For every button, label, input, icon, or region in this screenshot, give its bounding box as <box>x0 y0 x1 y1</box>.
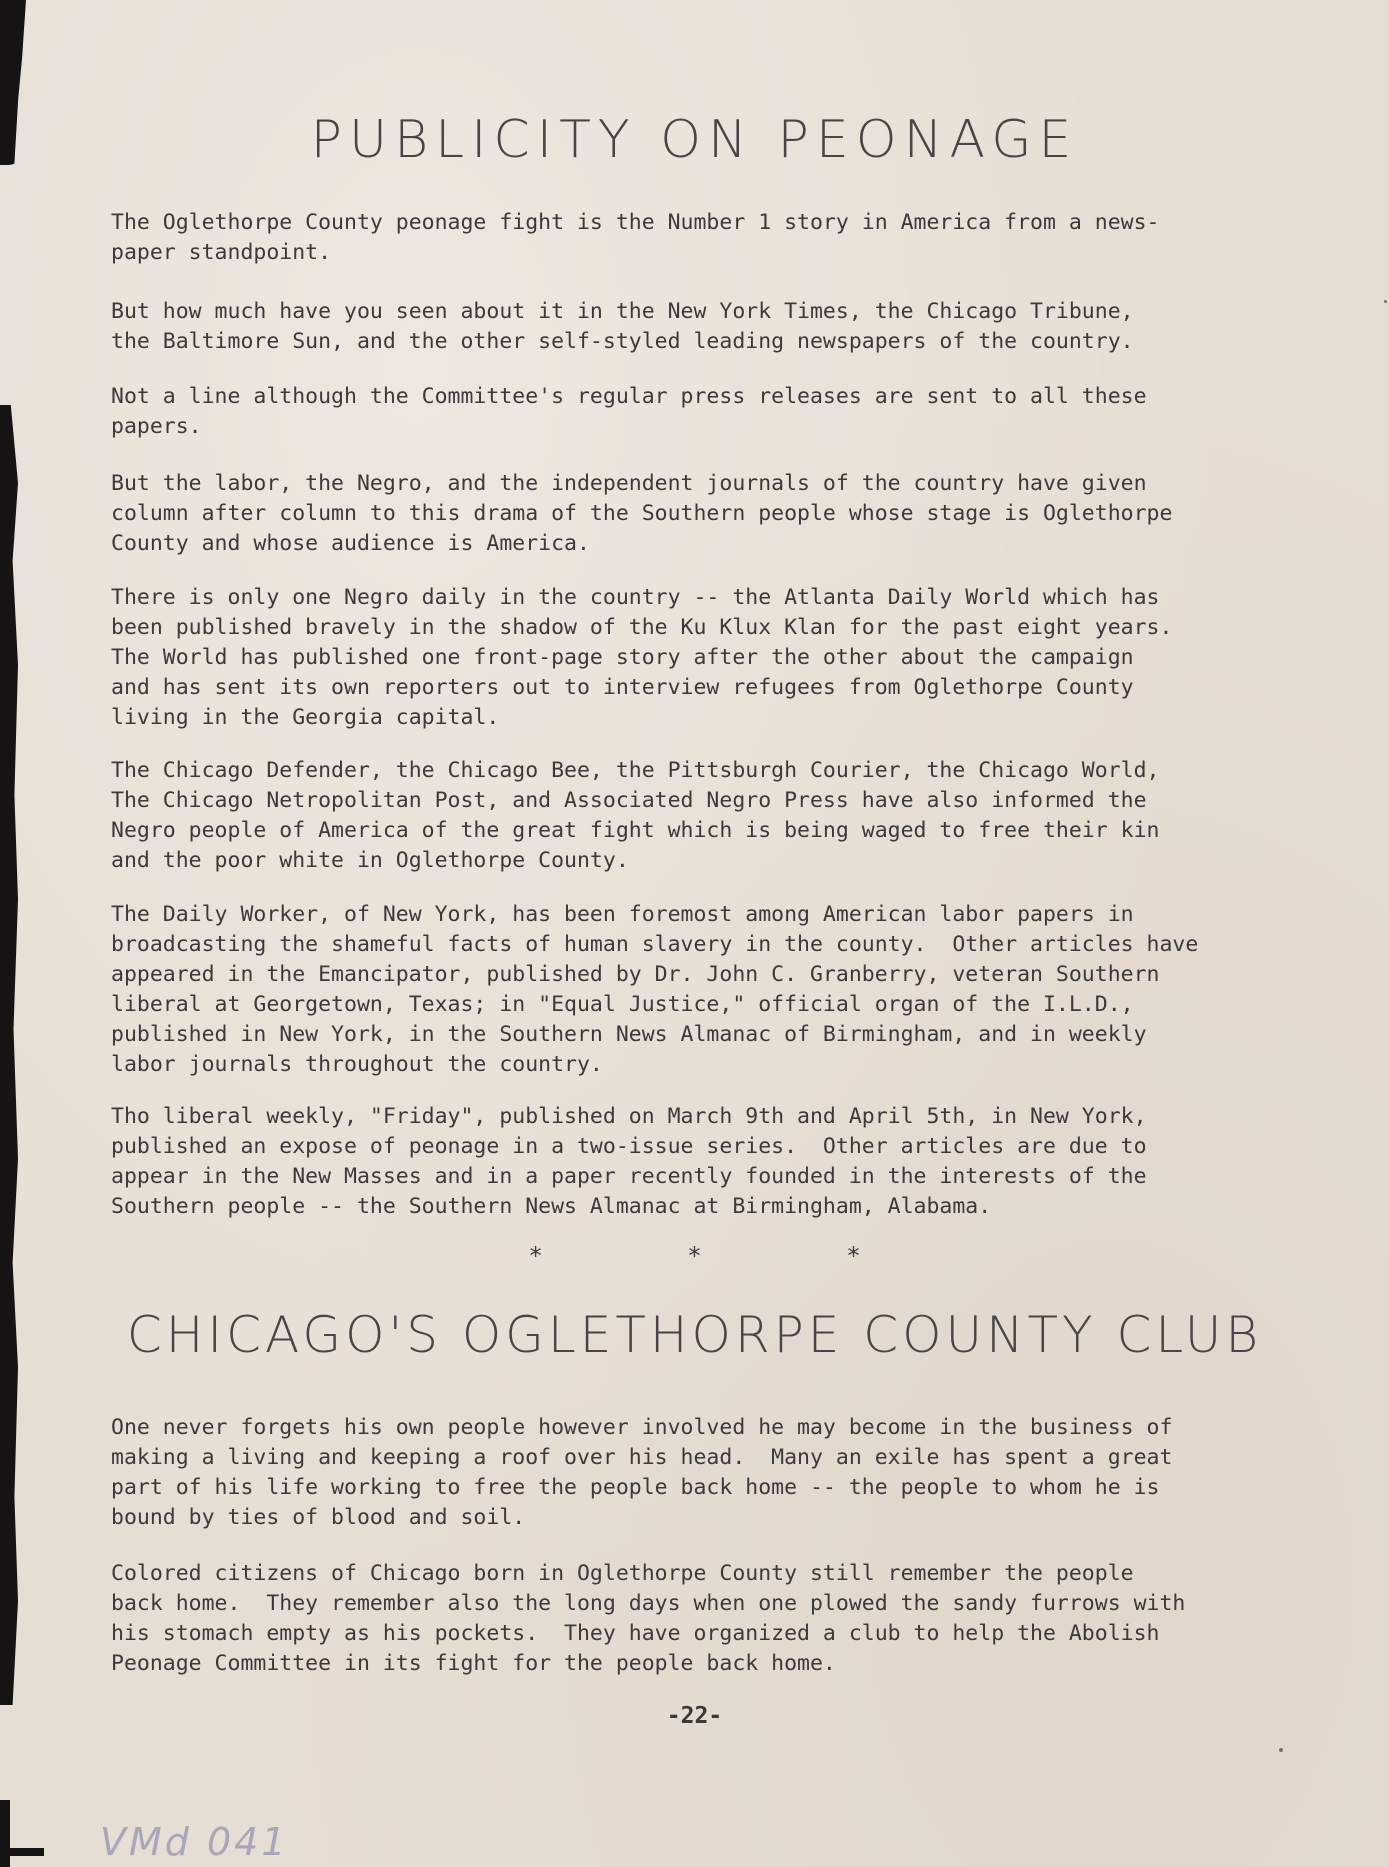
paragraph-publicity-4: But the labor, the Negro, and the independent journals of the country have given column after column to this drama of the Southern people whose stage is Oglethorpe County and whose audience is America. <box>111 471 1173 556</box>
torn-edge-foot <box>0 1848 44 1856</box>
paragraph-club-1: One never forgets his own people however involved he may become in the business of making a living and keeping a roof over his head. Many an exile has spent a great part of his life working to free the people back home -- the people to whom he is bound by ties of blood and soil. <box>111 1415 1173 1530</box>
paper-speck <box>1279 1748 1283 1752</box>
torn-edge-bottom <box>0 1800 10 1867</box>
paper-speck <box>1384 300 1387 303</box>
paragraph-publicity-2: But how much have you seen about it in the New York Times, the Chicago Tribune, the Baltimore Sun, and the other self-styled leading newspapers of the country. <box>111 299 1134 354</box>
torn-edge-left <box>0 405 18 1705</box>
paragraph-publicity-3: Not a line although the Committee's regular press releases are sent to all these papers. <box>111 384 1147 439</box>
paragraph-publicity-5: There is only one Negro daily in the country -- the Atlanta Daily World which has been published bravely in the shadow of the Ku Klux Klan for the past eight years. The World has published one front-page story after the other about the campaign and has sent its own reporters out to interview refugees from Oglethorpe County living in the Georgia capital. <box>111 585 1173 730</box>
page-number: -22- <box>666 1703 723 1729</box>
handwritten-archive-note: VMd 041 <box>100 1820 289 1864</box>
page-title-publicity-on-peonage: PUBLICITY ON PEONAGE <box>310 110 1079 170</box>
paragraph-publicity-7: The Daily Worker, of New York, has been foremost among American labor papers in broadcasting the shameful facts of human slavery in the county. Other articles have appeared in the Emancipator, published by Dr. John C. Granberry, veteran Southern liberal at Georgetown, Texas; in "Equal Justice," official organ of the I.L.D., published in New York, in the Southern News Almanac of Birmingham, and in weekly labor journals throughout the country. <box>111 902 1199 1077</box>
paragraph-publicity-6: The Chicago Defender, the Chicago Bee, the Pittsburgh Courier, the Chicago World, The Chicago Netropolitan Post, and Associated Negro Press have also informed the Negro people of America of the great fight which is being waged to free their kin and the poor white in Oglethorpe County. <box>111 758 1160 873</box>
paragraph-publicity-8: Tho liberal weekly, "Friday", published on March 9th and April 5th, in New York, published an expose of peonage in a two-issue series. Other articles are due to appear in the New Masses and in a paper recently founded in the interests of the Southern people -- the Southern News Almanac at Birmingham, Alabama. <box>111 1104 1147 1219</box>
section-title-chicago-club: CHICAGO'S OGLETHORPE COUNTY CLUB <box>126 1306 1263 1364</box>
section-separator: * * * <box>528 1242 861 1270</box>
paragraph-publicity-1: The Oglethorpe County peonage fight is the Number 1 story in America from a news- paper standpoint. <box>111 210 1160 265</box>
paragraph-club-2: Colored citizens of Chicago born in Oglethorpe County still remember the people back home. They remember also the long days when one plowed the sandy furrows with his stomach empty as his pockets. They have organized a club to help the Abolish Peonage Committee in its fight for the people back home. <box>111 1561 1186 1676</box>
